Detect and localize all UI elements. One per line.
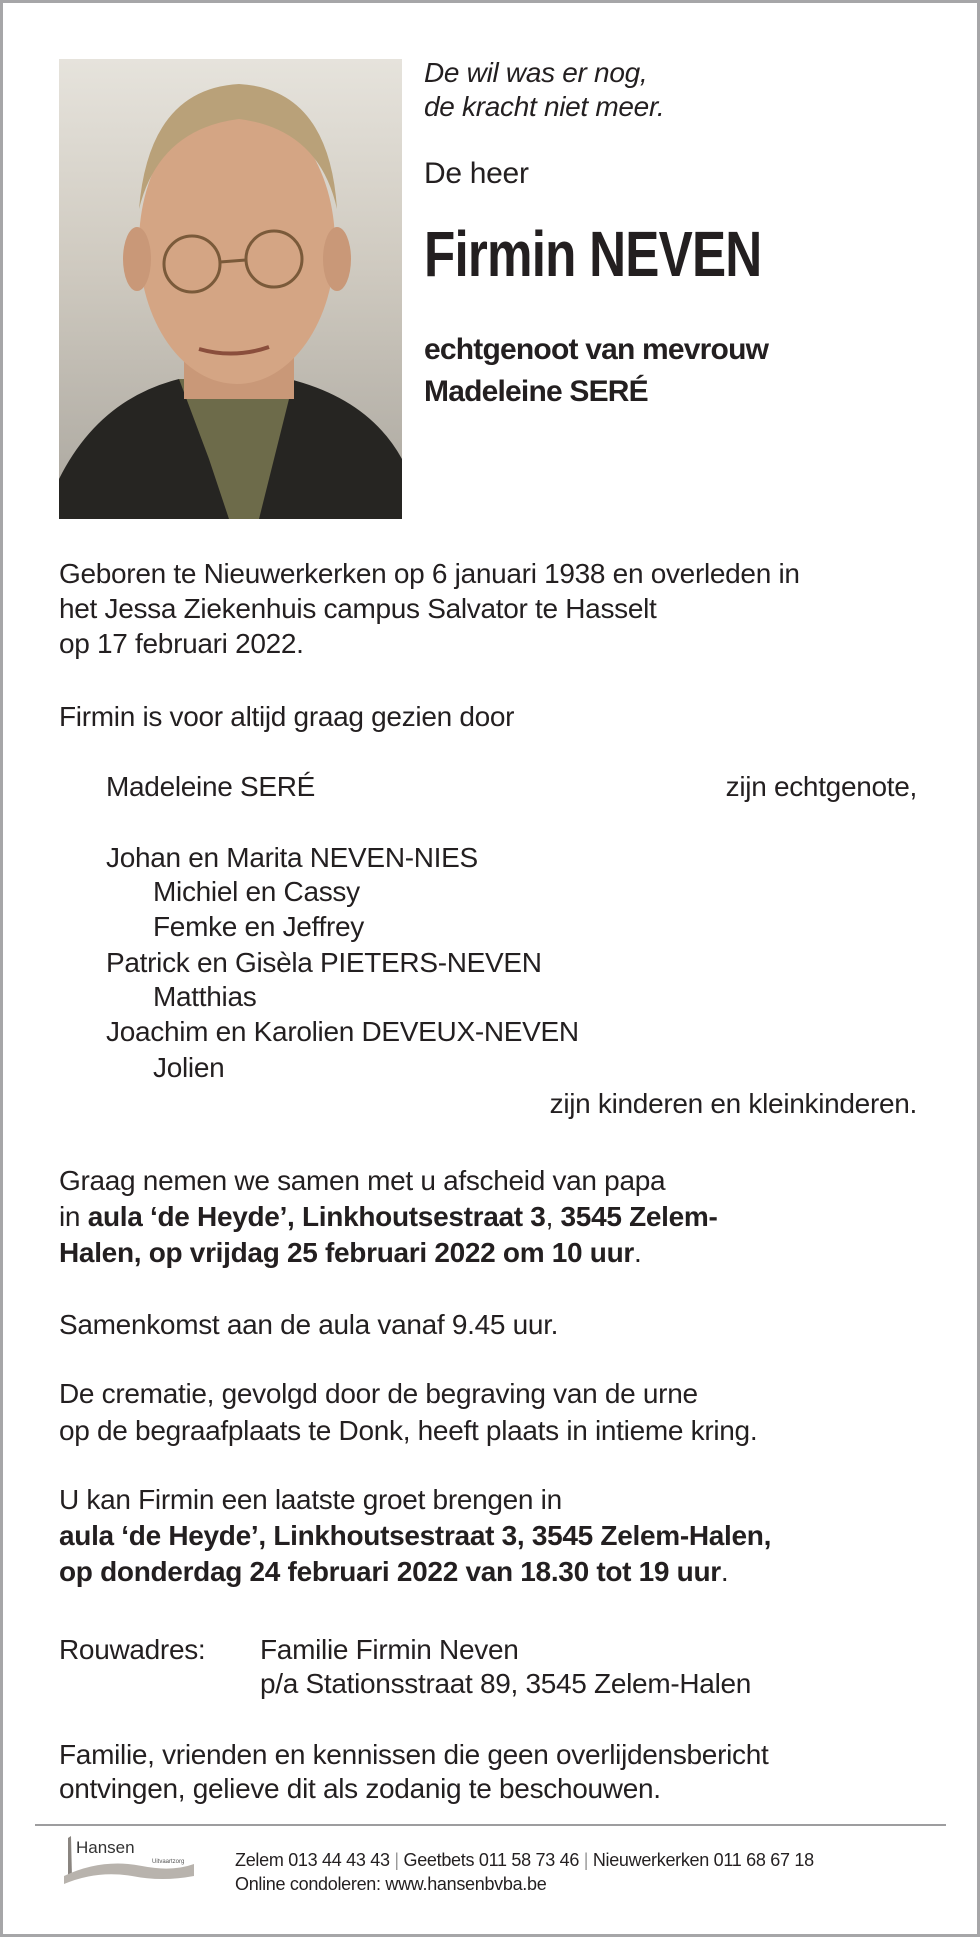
address-line: p/a Stationsstraat 89, 3545 Zelem-Halen bbox=[260, 1668, 752, 1699]
phone-nieuwerkerken: Nieuwerkerken 011 68 67 18 bbox=[592, 1850, 814, 1870]
birth-death-text: op 17 februari 2022. bbox=[59, 628, 304, 659]
separator: | bbox=[394, 1850, 399, 1870]
children-relation: zijn kinderen en kleinkinderen. bbox=[549, 1088, 917, 1119]
child: Patrick en Gisèla PIETERS-NEVEN bbox=[106, 947, 542, 978]
footer-divider bbox=[35, 1824, 946, 1826]
spouse-name: Madeleine SERÉ bbox=[424, 375, 648, 408]
farewell-location bbox=[59, 1199, 718, 1234]
separator: | bbox=[583, 1850, 589, 1870]
logo-subtitle: Uitvaartzorg bbox=[152, 1859, 185, 1865]
child: Johan en Marita NEVEN-NIES bbox=[106, 842, 478, 873]
cremation-text: De crematie, gevolgd door de begraving van de urne bbox=[59, 1378, 698, 1409]
farewell-date bbox=[59, 1235, 642, 1270]
text: , bbox=[545, 1201, 561, 1232]
grandchild: Femke en Jeffrey bbox=[153, 911, 364, 942]
visit-location: aula ‘de Heyde’, Linkhoutsestraat 3, 3545 Zelem-Halen, bbox=[59, 1520, 772, 1551]
date-time: op donderdag 24 februari 2022 van 18.30 tot 19 uur bbox=[59, 1556, 721, 1587]
cremation-text: op de begraafplaats te Donk, heeft plaats in intieme kring. bbox=[59, 1415, 758, 1446]
visit-text: U kan Firmin een laatste groet brengen in bbox=[59, 1484, 562, 1515]
visit-date bbox=[59, 1554, 728, 1589]
family-spouse: Madeleine SERÉ bbox=[106, 771, 316, 802]
notice-text: Familie, vrienden en kennissen die geen overlijdensbericht bbox=[59, 1739, 769, 1770]
quote-line: De wil was er nog, bbox=[424, 57, 648, 88]
online-condolence-link[interactable]: Online condoleren: www.hansenbvba.be bbox=[235, 1874, 547, 1894]
text: . bbox=[720, 1556, 729, 1587]
hansen-logo bbox=[62, 1832, 196, 1884]
date-time: Halen, op vrijdag 25 februari 2022 om 10 uur bbox=[59, 1237, 635, 1268]
portrait-photo bbox=[59, 59, 402, 519]
birth-death-text: Geboren te Nieuwerkerken op 6 januari 1938 en overleden in bbox=[59, 558, 800, 589]
footer-phones bbox=[235, 1849, 814, 1871]
grandchild: Matthias bbox=[153, 981, 257, 1012]
venue: aula ‘de Heyde’, Linkhoutsestraat 3 bbox=[87, 1201, 546, 1232]
text: . bbox=[634, 1237, 642, 1268]
spouse-line: echtgenoot van mevrouw bbox=[424, 333, 769, 366]
phone-geetbets: Geetbets 011 58 73 46 bbox=[403, 1850, 580, 1870]
town: 3545 Zelem- bbox=[560, 1201, 718, 1232]
salutation: De heer bbox=[424, 157, 529, 190]
address-label: Rouwadres: bbox=[59, 1634, 206, 1665]
notice-text: ontvingen, gelieve dit als zodanig te beschouwen. bbox=[59, 1773, 661, 1804]
phone-zelem: Zelem 013 44 43 43 bbox=[235, 1850, 390, 1870]
deceased-name: Firmin NEVEN bbox=[424, 218, 762, 290]
grandchild: Michiel en Cassy bbox=[153, 876, 360, 907]
logo-name: Hansen bbox=[76, 1838, 135, 1857]
text: in bbox=[59, 1201, 88, 1232]
grandchild: Jolien bbox=[153, 1052, 225, 1083]
child: Joachim en Karolien DEVEUX-NEVEN bbox=[106, 1016, 579, 1047]
farewell-text: Graag nemen we samen met u afscheid van papa bbox=[59, 1165, 666, 1196]
gathering-text: Samenkomst aan de aula vanaf 9.45 uur. bbox=[59, 1309, 559, 1340]
birth-death-text: het Jessa Ziekenhuis campus Salvator te Hasselt bbox=[59, 593, 657, 624]
family-intro: Firmin is voor altijd graag gezien door bbox=[59, 701, 515, 732]
quote-line: de kracht niet meer. bbox=[424, 91, 665, 122]
address-line: Familie Firmin Neven bbox=[260, 1634, 519, 1665]
spouse-relation: zijn echtgenote, bbox=[725, 771, 917, 802]
